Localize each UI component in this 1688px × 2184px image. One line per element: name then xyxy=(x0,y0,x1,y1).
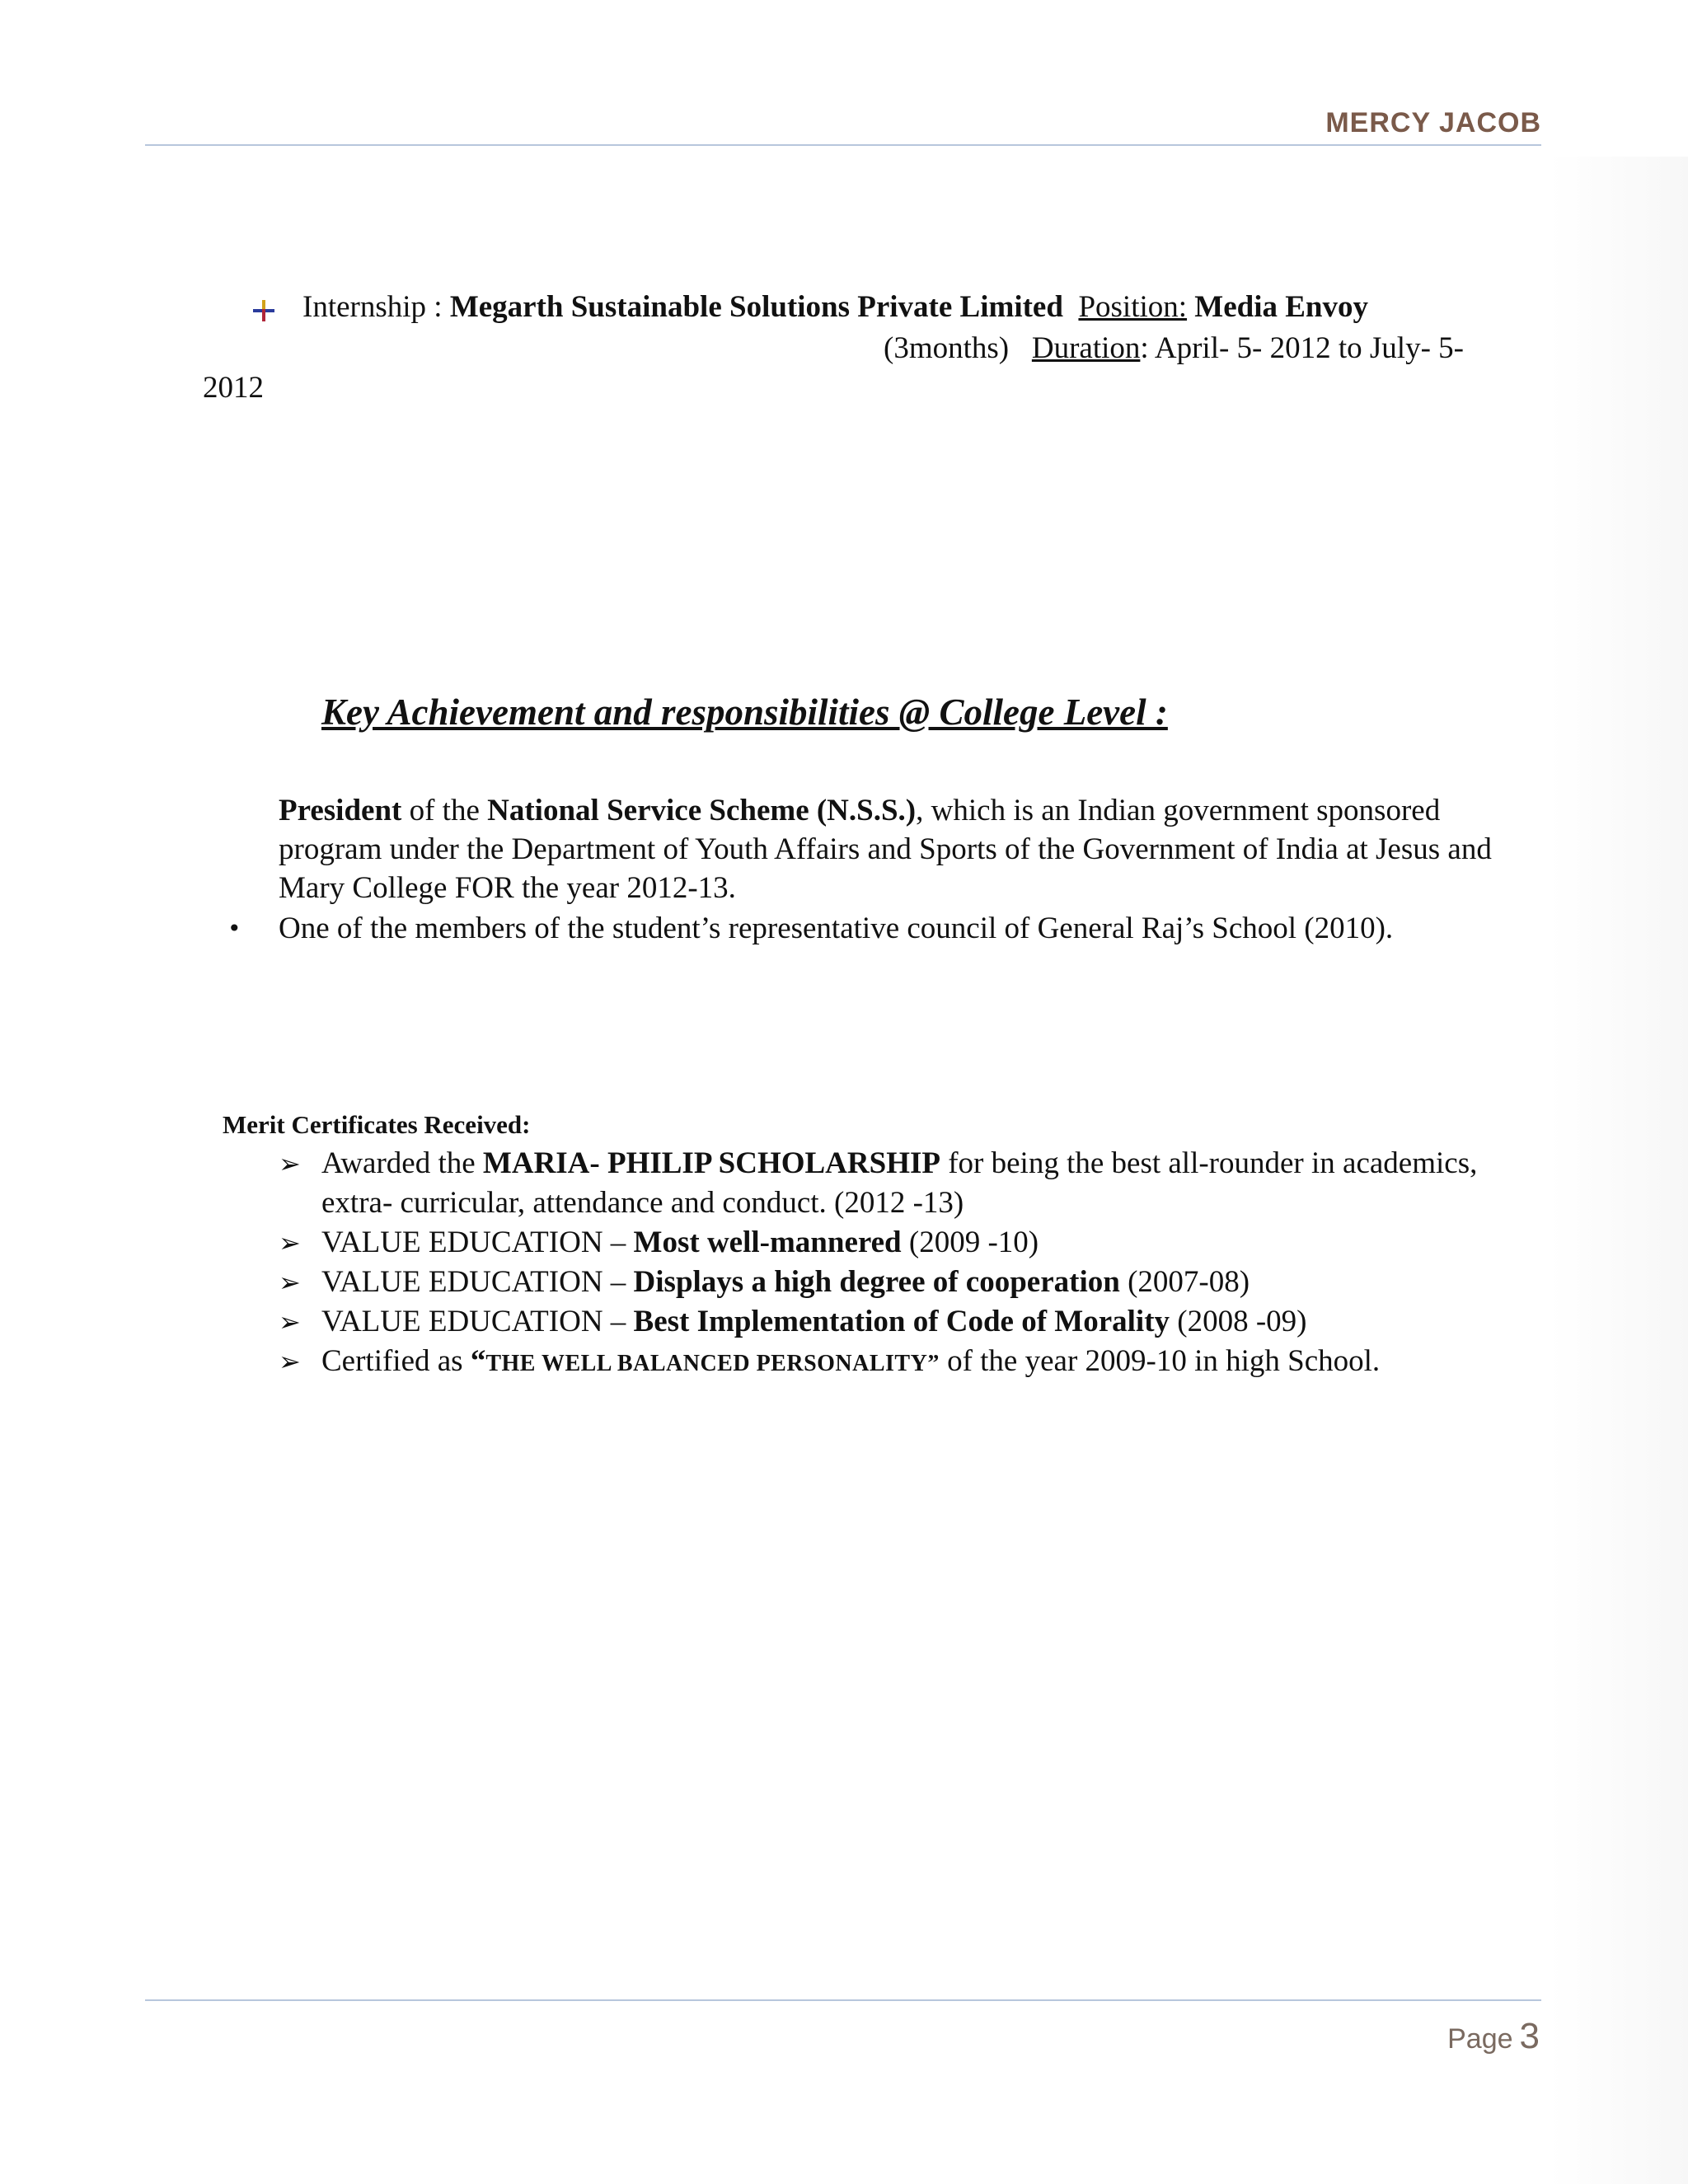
internship-company: Megarth Sustainable Solutions Private Limited xyxy=(449,290,1063,324)
merit-text: (2009 -10) xyxy=(901,1226,1039,1259)
header-rule xyxy=(145,144,1541,146)
internship-months: (3months) xyxy=(884,331,1010,365)
page-edge-shadow xyxy=(1550,157,1688,2184)
merit-text: of the year 2009-10 in high School. xyxy=(939,1344,1381,1378)
merit-text: VALUE EDUCATION – xyxy=(321,1305,634,1338)
nss-paragraph xyxy=(279,791,1548,907)
merit-bold: MARIA- PHILIP SCHOLARSHIP xyxy=(482,1146,940,1180)
footer-rule xyxy=(145,1999,1541,2001)
merit-bold: Most well-mannered xyxy=(633,1226,902,1259)
merit-text: Certified as xyxy=(321,1344,471,1378)
duration-value: : April- 5- 2012 to July- 5- xyxy=(1140,331,1464,365)
nss-text-2: , which is an Indian government sponsored program under the Department of Youth Affairs and Sports of the Government of India at Jesus and Mary College FOR the year 2012-13. xyxy=(279,794,1492,905)
responsibilities xyxy=(227,791,1548,948)
arrow-bullet-icon: ➢ xyxy=(279,1346,301,1377)
merit-bold: THE WELL BALANCED PERSONALITY xyxy=(485,1351,928,1376)
merit-text: (2008 -09) xyxy=(1170,1305,1307,1338)
council-text: One of the members of the student’s representative council of General Raj’s School (2010). xyxy=(279,912,1394,945)
position-value: Media Envoy xyxy=(1194,290,1369,324)
list-item xyxy=(227,909,1548,948)
list-item xyxy=(279,1144,1548,1223)
arrow-bullet-icon: ➢ xyxy=(279,1227,301,1258)
quote-open: “ xyxy=(470,1344,486,1378)
duration-label: Duration xyxy=(1031,331,1141,365)
merit-title: Merit Certificates Received: xyxy=(223,1110,531,1139)
merit-text: for being the best all-rounder in academics, extra- curricular, attendance and conduct. (2012 -13) xyxy=(321,1146,1478,1220)
nss-name: National Service Scheme (N.S.S.) xyxy=(487,794,917,827)
internship-label: Internship : xyxy=(302,290,450,324)
nss-text-1: of the xyxy=(401,794,488,827)
arrow-bullet-icon: ➢ xyxy=(279,1267,301,1298)
merit-text: VALUE EDUCATION – xyxy=(321,1226,634,1259)
arrow-bullet-icon: ➢ xyxy=(279,1306,301,1338)
page-number: 3 xyxy=(1519,2016,1540,2056)
merit-text: VALUE EDUCATION – xyxy=(321,1265,634,1299)
merit-text: Awarded the xyxy=(321,1146,483,1180)
list-item xyxy=(279,1302,1548,1342)
merit-bold: Best Implementation of Code of Morality xyxy=(633,1305,1170,1338)
merit-text: (2007-08) xyxy=(1119,1265,1250,1299)
merit-list xyxy=(279,1144,1548,1384)
list-item xyxy=(279,1263,1548,1302)
position-label: Position: xyxy=(1078,290,1188,324)
page-label: Page xyxy=(1447,2023,1513,2055)
section-title: Key Achievement and responsibilities @ College Level : xyxy=(321,691,1168,733)
list-item xyxy=(279,1342,1548,1384)
internship-year-wrap: 2012 xyxy=(203,371,264,405)
arrow-bullet-icon: ➢ xyxy=(279,1148,301,1179)
page-footer xyxy=(1447,2016,1540,2057)
internship-line-1 xyxy=(251,287,1368,328)
president-text: President xyxy=(279,794,402,827)
bullet-dot-icon: • xyxy=(227,915,241,942)
merit-bold: Displays a high degree of cooperation xyxy=(633,1265,1120,1299)
internship-line-2 xyxy=(884,328,1464,369)
header-name: MERCY JACOB xyxy=(1325,107,1541,138)
quote-close: ” xyxy=(927,1351,940,1376)
list-item xyxy=(279,1223,1548,1263)
